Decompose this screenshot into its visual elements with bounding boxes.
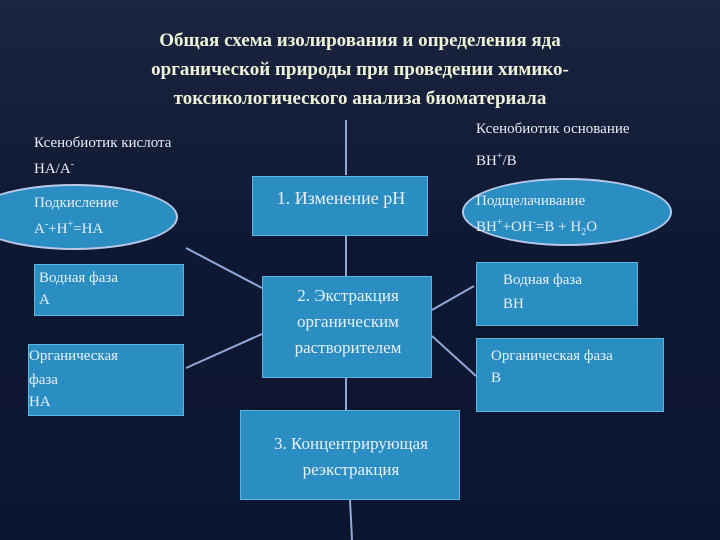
alkalization-text — [476, 190, 597, 244]
base-header-label: Ксенобиотик основание — [476, 121, 630, 137]
acidification-text — [34, 192, 118, 240]
acid-water-phase-box — [34, 264, 184, 316]
arrow-left-lower — [186, 334, 262, 368]
base-header-formula: BH+/B — [476, 151, 517, 169]
alkalization-label: Подщелачивание — [476, 193, 586, 209]
step3-text — [241, 431, 461, 483]
step2-line-2: органическим — [297, 312, 399, 331]
base-organic-phase-value: B — [491, 370, 502, 386]
base-water-phase-value: BH — [503, 296, 524, 312]
acid-organic-phase-value: HA — [29, 394, 51, 410]
acidification-label: Подкисление — [34, 195, 119, 211]
page-title — [70, 26, 650, 113]
acid-header-label: Ксенобиотик кислота — [34, 135, 172, 151]
step2-line-1: 2. Экстракция — [297, 286, 399, 305]
step1-ph-change-box — [252, 176, 428, 236]
alkalization-equation: $BH^++OH^-=B + H_2O$ — [476, 217, 598, 238]
acid-organic-phase-label-1: Органическая — [29, 348, 119, 364]
step2-line-3: растворителем — [294, 338, 402, 357]
acid-header — [34, 132, 171, 180]
step3-line-1: 3. Концентрирующая — [274, 434, 428, 453]
step2-text — [263, 283, 433, 361]
base-water-phase-box — [476, 262, 638, 326]
step3-line-2: реэкстракция — [302, 460, 400, 479]
arrow-right-upper — [432, 286, 474, 310]
acid-organic-phase-label-2: фаза — [29, 372, 58, 388]
acid-water-phase-value: A — [39, 292, 50, 308]
arrow-left-upper — [186, 248, 262, 288]
arrow-right-lower — [432, 336, 476, 376]
acid-water-phase-label: Водная фаза — [39, 270, 118, 286]
step1-label: 1. Изменение pH — [276, 188, 406, 208]
acid-header-formula: HA/A- — [34, 159, 75, 177]
title-line-2: органической природы при проведении химико- — [151, 59, 569, 80]
base-water-phase-label: Водная фаза — [503, 272, 582, 288]
acid-organic-phase-box — [28, 344, 184, 416]
base-organic-phase-label: Органическая фаза — [491, 348, 613, 364]
title-line-3: токсикологического анализа биоматериала — [173, 88, 547, 109]
base-organic-phase-box — [476, 338, 664, 412]
vertical-line-bottom — [350, 500, 352, 540]
base-header — [476, 118, 630, 172]
step3-reextraction-box — [240, 410, 460, 500]
acidification-equation: A-+H+=HA — [34, 219, 104, 237]
step2-extraction-box — [262, 276, 432, 378]
title-line-1: Общая схема изолирования и определения яда — [159, 30, 561, 51]
